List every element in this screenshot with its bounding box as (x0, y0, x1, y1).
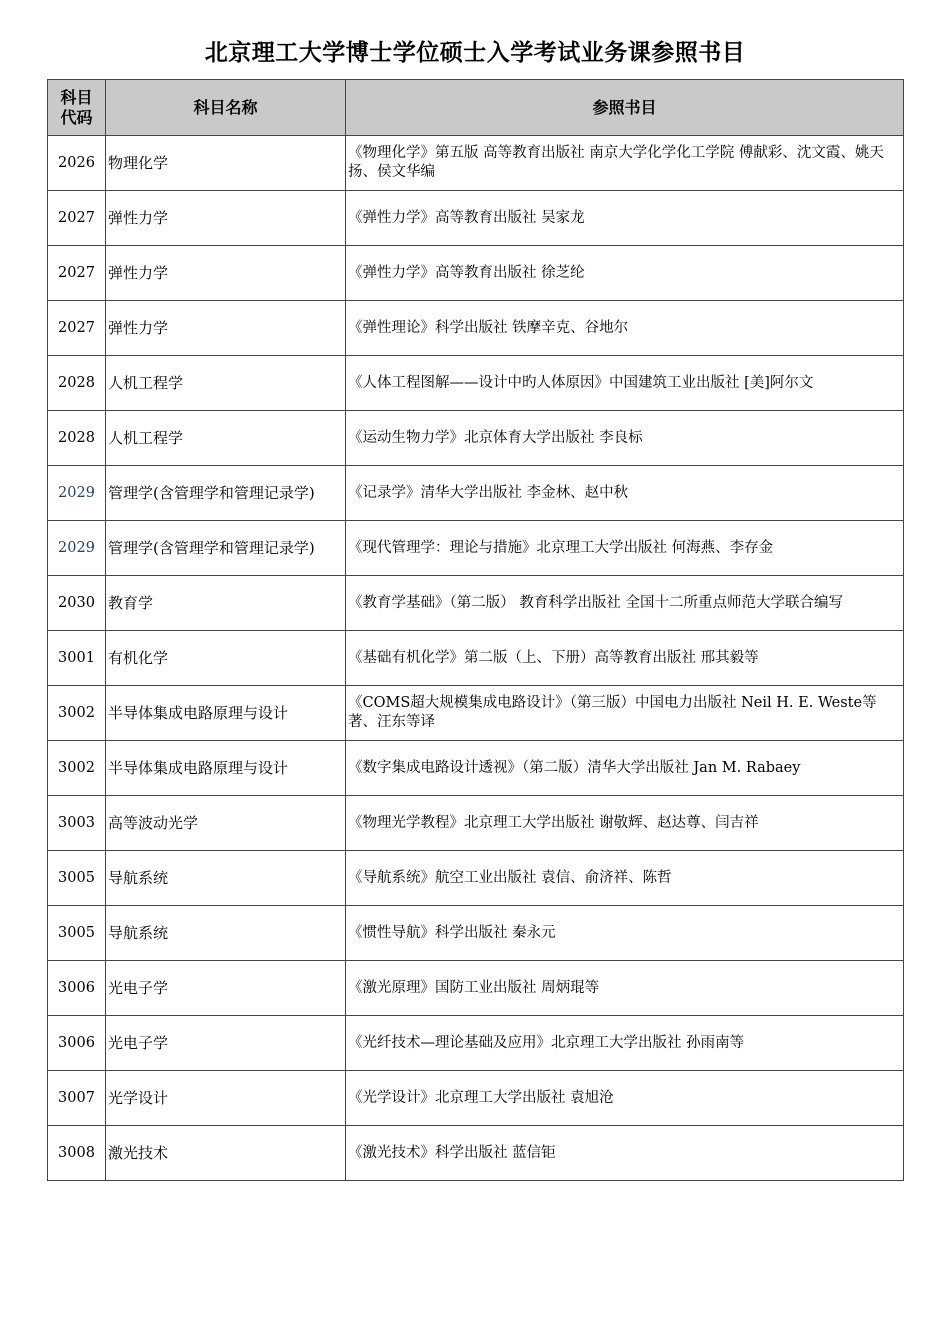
subject-code-cell: 2027 (48, 246, 106, 301)
table-row (48, 356, 904, 411)
table-row (48, 906, 904, 961)
table-row (48, 466, 904, 521)
subject-code-cell: 2030 (48, 576, 106, 631)
subject-code-cell: 2028 (48, 411, 106, 466)
reference-book-cell: 《记录学》清华大学出版社 李金林、赵中秋 (346, 466, 904, 521)
subject-name-cell: 高等波动光学 (106, 796, 346, 851)
reference-book-cell: 《基础有机化学》第二版（上、下册）高等教育出版社 邢其毅等 (346, 631, 904, 686)
reference-book-cell: 《光学设计》北京理工大学出版社 袁旭沧 (346, 1071, 904, 1126)
subject-code-cell: 3002 (48, 741, 106, 796)
table-row (48, 246, 904, 301)
column-header-name: 科目名称 (106, 80, 346, 136)
reference-book-cell: 《数字集成电路设计透视》（第二版）清华大学出版社 Jan M. Rabaey (346, 741, 904, 796)
table-row (48, 686, 904, 741)
subject-code-cell: 3007 (48, 1071, 106, 1126)
column-header-code: 科目 代码 (48, 80, 106, 136)
reference-book-cell: 《运动生物力学》北京体育大学出版社 李良标 (346, 411, 904, 466)
table-row (48, 521, 904, 576)
subject-name-cell: 管理学(含管理学和管理记录学) (106, 521, 346, 576)
page-title: 北京理工大学博士学位硕士入学考试业务课参照书目 (204, 40, 746, 66)
subject-code-cell: 3001 (48, 631, 106, 686)
table-row (48, 851, 904, 906)
subject-code-cell: 2029 (48, 521, 106, 576)
reference-book-cell: 《COMS超大规模集成电路设计》（第三版）中国电力出版社 Neil H. E. Weste等著、汪东等译 (346, 686, 904, 741)
reference-book-cell: 《现代管理学：理论与措施》北京理工大学出版社 何海燕、李存金 (346, 521, 904, 576)
reference-book-cell: 《人体工程图解——设计中旳人体原因》中国建筑工业出版社 [美]阿尔文 (346, 356, 904, 411)
subject-code-cell: 3002 (48, 686, 106, 741)
table-row (48, 631, 904, 686)
subject-code-cell: 2027 (48, 191, 106, 246)
reference-book-cell: 《物理化学》第五版 高等教育出版社 南京大学化学化工学院 傅献彩、沈文霞、姚天扬、侯文华编 (346, 136, 904, 191)
subject-name-cell: 物理化学 (106, 136, 346, 191)
table-row (48, 1071, 904, 1126)
reference-book-cell: 《教育学基础》（第二版） 教育科学出版社 全国十二所重点师范大学联合编写 (346, 576, 904, 631)
table-body (48, 136, 904, 1181)
reference-book-cell: 《物理光学教程》北京理工大学出版社 谢敬辉、赵达尊、闫吉祥 (346, 796, 904, 851)
subject-name-cell: 光学设计 (106, 1071, 346, 1126)
subject-code-cell: 2026 (48, 136, 106, 191)
subject-name-cell: 半导体集成电路原理与设计 (106, 686, 346, 741)
subject-name-cell: 弹性力学 (106, 191, 346, 246)
subject-code-cell: 2028 (48, 356, 106, 411)
subject-name-cell: 人机工程学 (106, 411, 346, 466)
subject-code-cell: 3003 (48, 796, 106, 851)
table-row (48, 411, 904, 466)
subject-code-cell: 3005 (48, 851, 106, 906)
reference-book-cell: 《激光技术》科学出版社 蓝信钜 (346, 1126, 904, 1181)
subject-name-cell: 弹性力学 (106, 246, 346, 301)
subject-code-cell: 3008 (48, 1126, 106, 1181)
table-row (48, 136, 904, 191)
reference-book-cell: 《弹性理论》科学出版社 铁摩辛克、谷地尔 (346, 301, 904, 356)
subject-name-cell: 光电子学 (106, 961, 346, 1016)
subject-code-cell: 3006 (48, 1016, 106, 1071)
reference-book-cell: 《弹性力学》高等教育出版社 吴家龙 (346, 191, 904, 246)
reference-books-table (47, 79, 904, 1181)
subject-name-cell: 光电子学 (106, 1016, 346, 1071)
subject-name-cell: 管理学(含管理学和管理记录学) (106, 466, 346, 521)
table-row (48, 961, 904, 1016)
subject-name-cell: 半导体集成电路原理与设计 (106, 741, 346, 796)
subject-name-cell: 激光技术 (106, 1126, 346, 1181)
column-header-book: 参照书目 (346, 80, 904, 136)
reference-book-cell: 《激光原理》国防工业出版社 周炳琨等 (346, 961, 904, 1016)
table-row (48, 741, 904, 796)
reference-book-cell: 《惯性导航》科学出版社 秦永元 (346, 906, 904, 961)
table-row (48, 1126, 904, 1181)
subject-name-cell: 导航系统 (106, 851, 346, 906)
subject-code-cell: 2027 (48, 301, 106, 356)
table-row (48, 796, 904, 851)
subject-code-cell: 3005 (48, 906, 106, 961)
header-row (48, 80, 904, 136)
subject-name-cell: 导航系统 (106, 906, 346, 961)
table-header (48, 80, 904, 136)
subject-code-cell: 2029 (48, 466, 106, 521)
subject-name-cell: 人机工程学 (106, 356, 346, 411)
table-row (48, 301, 904, 356)
subject-name-cell: 教育学 (106, 576, 346, 631)
subject-code-cell: 3006 (48, 961, 106, 1016)
subject-name-cell: 弹性力学 (106, 301, 346, 356)
table-row (48, 191, 904, 246)
table-row (48, 576, 904, 631)
subject-name-cell: 有机化学 (106, 631, 346, 686)
reference-book-cell: 《导航系统》航空工业出版社 袁信、俞济祥、陈哲 (346, 851, 904, 906)
reference-book-cell: 《弹性力学》高等教育出版社 徐芝纶 (346, 246, 904, 301)
reference-book-cell: 《光纤技术—理论基础及应用》北京理工大学出版社 孙雨南等 (346, 1016, 904, 1071)
table-row (48, 1016, 904, 1071)
